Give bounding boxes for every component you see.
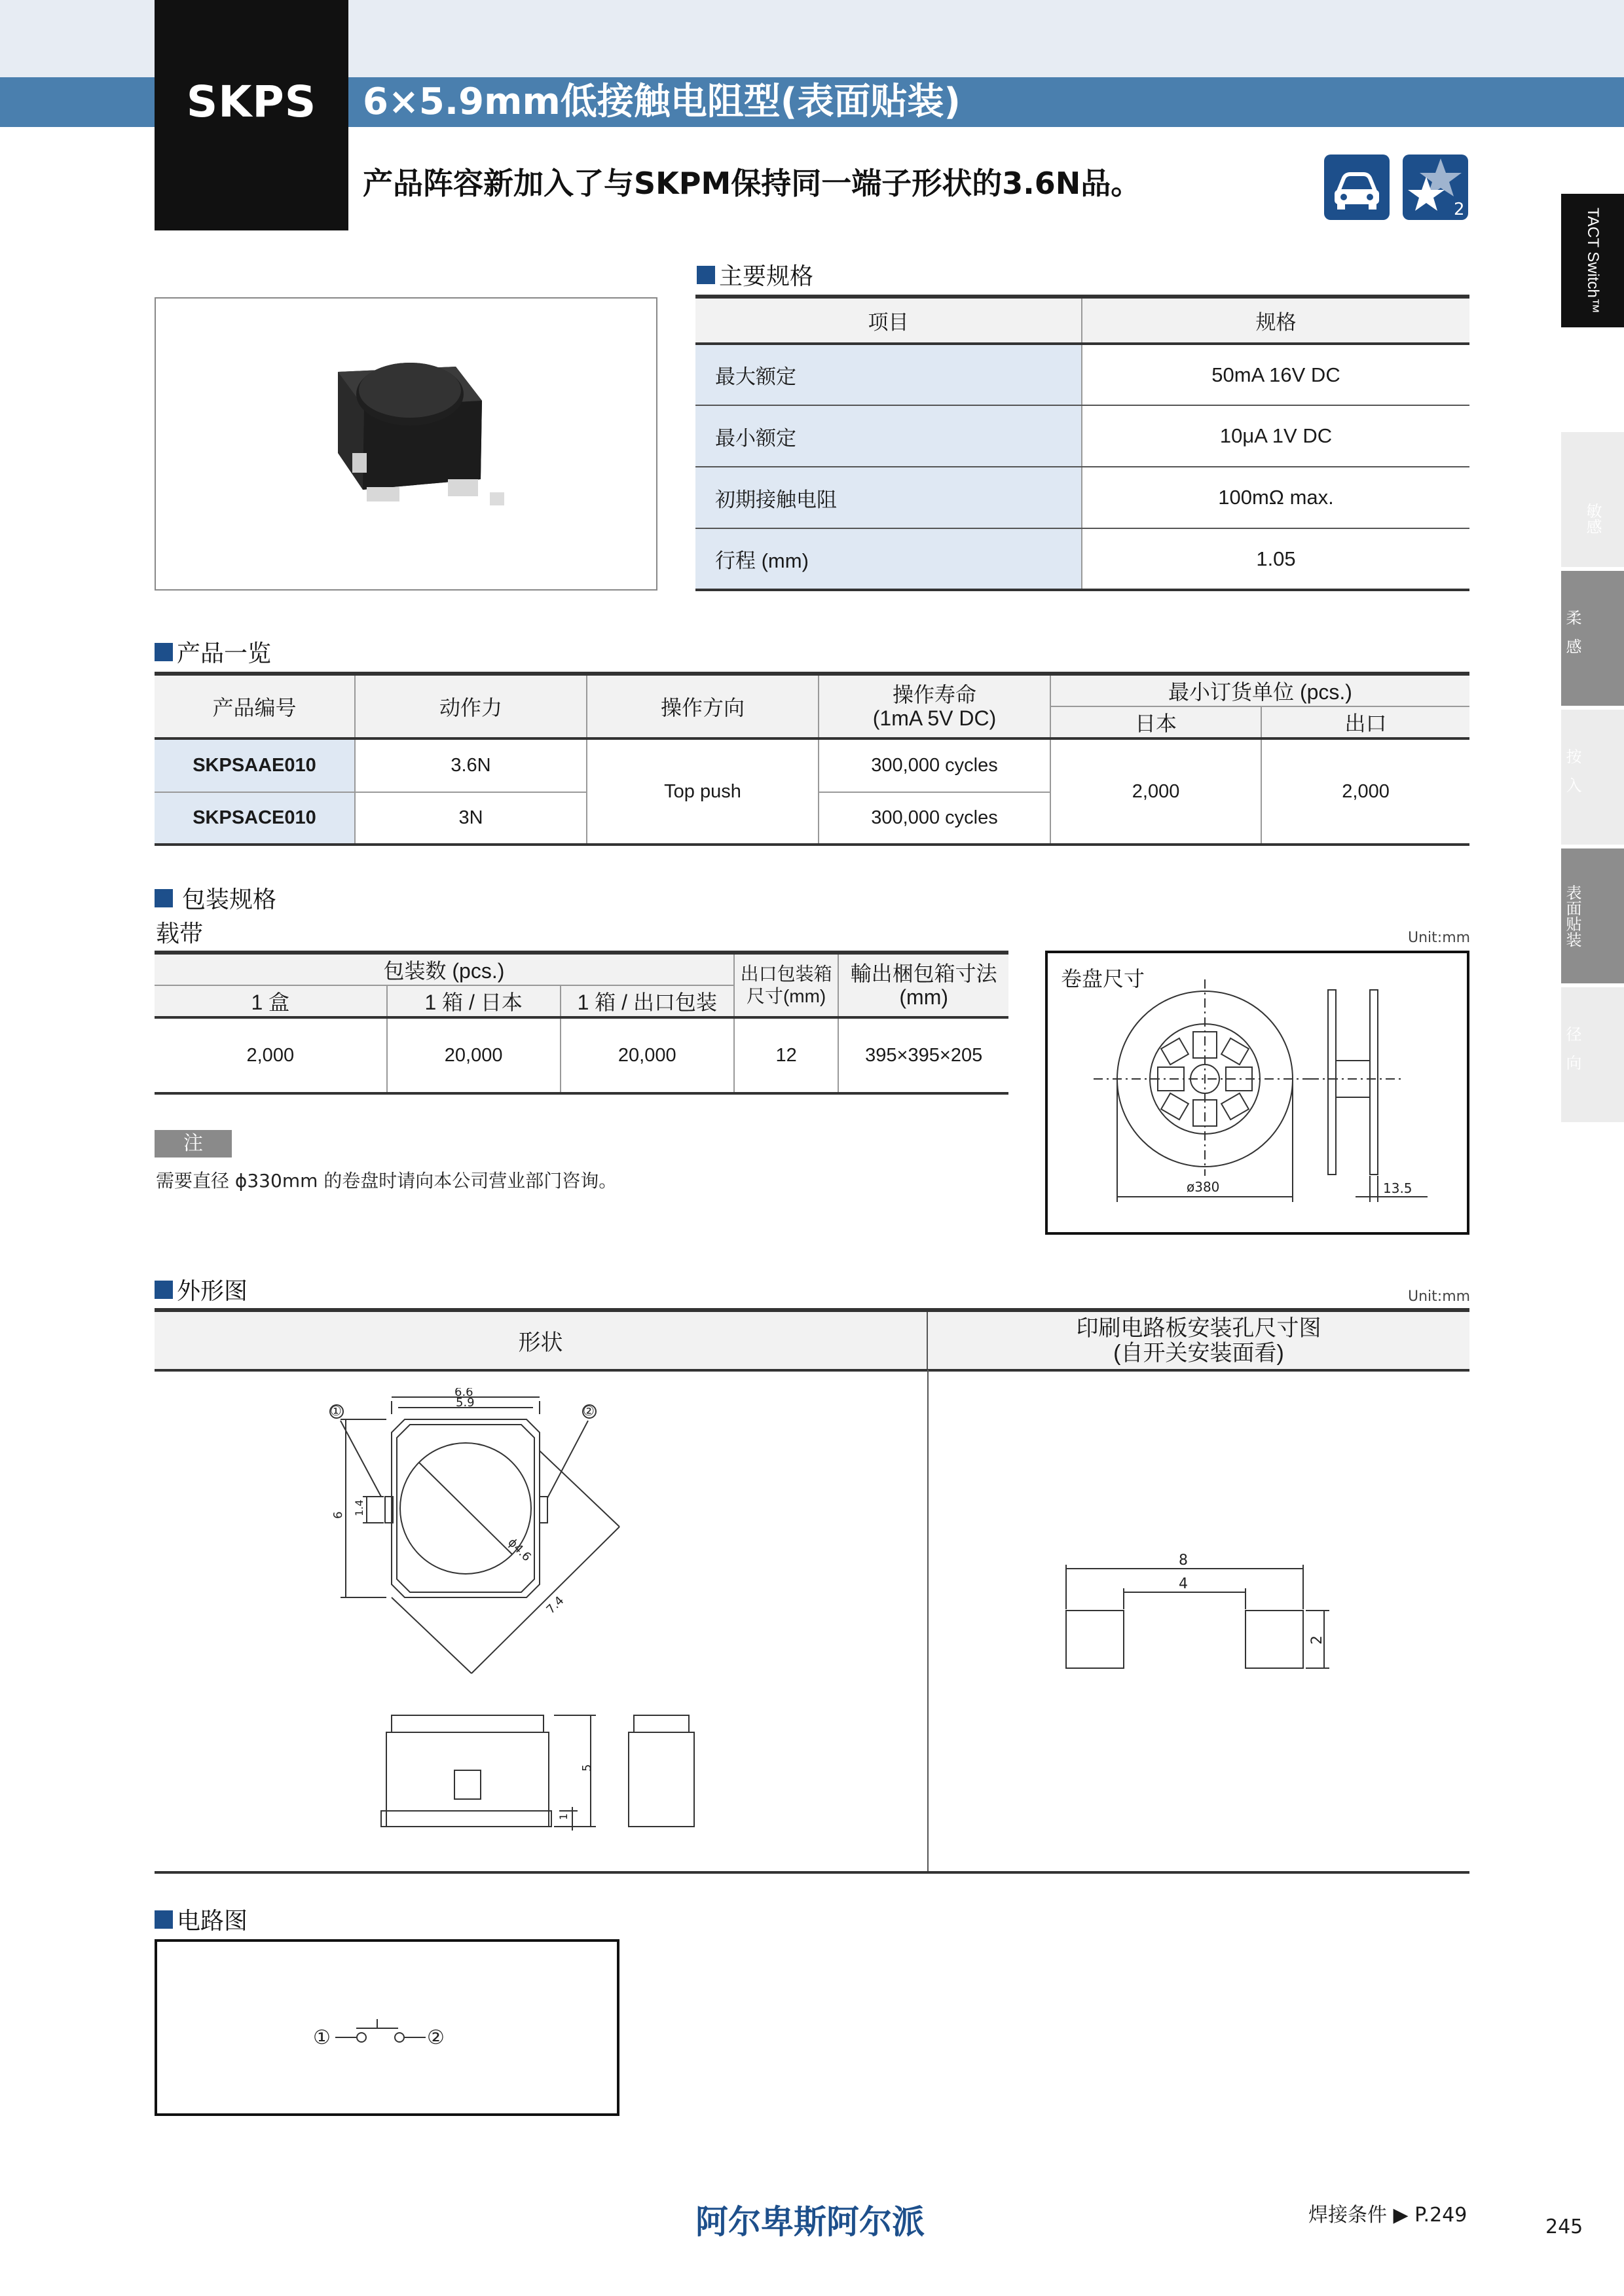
- svg-text:6: 6: [331, 1511, 345, 1519]
- specs-heading: 主要规格: [697, 258, 813, 291]
- section-square-icon: [155, 643, 173, 661]
- specs-col-item: 项目: [695, 297, 1082, 344]
- pcb-hole-drawing: [1048, 1539, 1349, 1683]
- circuit-diagram: [155, 1939, 619, 2116]
- svg-text:1.4: 1.4: [353, 1499, 365, 1516]
- table-row: SKPSAAE010 3.6N Top push 300,000 cycles 2,000 2,000: [155, 738, 1469, 792]
- section-square-icon: [155, 889, 173, 907]
- car-icon: [1324, 155, 1390, 220]
- page-title: 6×5.9mm低接触电阻型(表面贴装): [363, 81, 961, 123]
- table-row: 最大额定 50mA 16V DC: [695, 344, 1469, 405]
- svg-text:②: ②: [583, 1403, 595, 1419]
- outline-divider: [927, 1370, 929, 1872]
- svg-text:①: ①: [313, 2026, 331, 2049]
- packing-heading: 包装规格: [155, 881, 276, 915]
- outline-bottom-rule: [155, 1871, 1469, 1874]
- outline-unit: Unit:mm: [1408, 1288, 1471, 1305]
- section-square-icon: [155, 1281, 173, 1299]
- side-tab-2-label: 按入: [1563, 748, 1581, 806]
- side-tab-0-label: 敏感: [1583, 503, 1602, 534]
- svg-text:①: ①: [330, 1403, 342, 1419]
- svg-text:4: 4: [1179, 1576, 1188, 1592]
- table-row: 初期接触电阻 100mΩ max.: [695, 467, 1469, 528]
- outline-col-shape: 形状: [155, 1310, 927, 1370]
- svg-text:ϕ4.6: ϕ4.6: [505, 1535, 534, 1565]
- products-heading: 产品一览: [155, 635, 271, 668]
- model-name: SKPS: [186, 77, 317, 127]
- table-row: 2,000 20,000 20,000 12 395×395×205: [155, 1017, 1008, 1093]
- packing-subheading: 载带: [156, 920, 204, 947]
- outline-col-pcb: 印刷电路板安装孔尺寸图 (自开关安装面看): [927, 1310, 1469, 1370]
- reel-diagram: [1045, 951, 1469, 1235]
- note-label: 注: [155, 1130, 232, 1157]
- svg-text:1: 1: [557, 1813, 570, 1820]
- side-tab-4[interactable]: [1561, 987, 1624, 1122]
- side-tab-2[interactable]: [1561, 710, 1624, 845]
- table-row: 行程 (mm) 1.05: [695, 528, 1469, 590]
- outline-heading: 外形图: [155, 1273, 248, 1306]
- svg-text:5: 5: [580, 1764, 594, 1772]
- page-number: 245: [1545, 2215, 1583, 2238]
- svg-text:13.5: 13.5: [1383, 1180, 1412, 1196]
- section-square-icon: [155, 1910, 173, 1929]
- section-square-icon: [697, 266, 715, 284]
- note-text: 需要直径 ϕ330mm 的卷盘时请向本公司营业部门咨询。: [156, 1170, 618, 1192]
- svg-text:ø380: ø380: [1187, 1179, 1220, 1195]
- specs-table: [695, 295, 1469, 591]
- outline-table: [155, 1308, 1469, 1372]
- svg-text:2: 2: [1309, 1635, 1325, 1645]
- brand-logo: 阿尔卑斯阿尔派: [695, 2203, 925, 2241]
- reel-title: 卷盘尺寸: [1061, 966, 1145, 991]
- star-2-icon: [1403, 155, 1468, 220]
- side-tab-4-label: 径向: [1563, 1026, 1581, 1084]
- side-tab-3[interactable]: [1561, 848, 1624, 983]
- product-photo: [155, 297, 657, 591]
- side-tab-0[interactable]: [1561, 432, 1624, 567]
- table-row: 最小额定 10μA 1V DC: [695, 405, 1469, 467]
- side-tab-tact-label: TACT Switch™: [1584, 208, 1602, 314]
- svg-text:②: ②: [427, 2026, 445, 2049]
- svg-text:5.9: 5.9: [456, 1396, 475, 1410]
- side-tab-1-label: 柔感: [1563, 610, 1581, 667]
- page-subtitle: 产品阵容新加入了与SKPM保持同一端子形状的3.6N品。: [363, 166, 1141, 201]
- specs-col-spec: 规格: [1082, 297, 1469, 344]
- table-row: SKPSACE010 3N 300,000 cycles: [155, 792, 1469, 845]
- outline-shape-drawing: [321, 1388, 701, 1846]
- svg-text:2: 2: [1454, 200, 1465, 219]
- packing-unit: Unit:mm: [1408, 930, 1471, 946]
- side-tab-3-label: 表面贴装: [1563, 884, 1581, 947]
- side-tab-1[interactable]: [1561, 571, 1624, 706]
- solder-link[interactable]: 焊接条件 ▶ P.249: [1308, 2204, 1467, 2227]
- svg-text:7.4: 7.4: [544, 1594, 567, 1617]
- svg-text:6.6: 6.6: [454, 1388, 473, 1399]
- side-tab-tact[interactable]: [1561, 194, 1624, 327]
- products-table: 产品编号 动作力 操作方向 操作寿命 (1mA 5V DC) 最小订货单位 (pcs.) 日本 出口 SKPSAAE010 3.6N Top push 300,000 cycles 2,000 2,000 SKPSACE010 3N 300,000 cycles: [155, 672, 1469, 846]
- svg-text:8: 8: [1179, 1552, 1188, 1569]
- packing-table: 包装数 (pcs.) 出口包装箱 尺寸(mm) 輸出梱包箱寸法 (mm) 1 盒 1 箱 / 日本 1 箱 / 出口包装 2,000 20,000 20,000 12 395×395×205: [155, 951, 1008, 1095]
- circuit-heading: 电路图: [155, 1903, 248, 1936]
